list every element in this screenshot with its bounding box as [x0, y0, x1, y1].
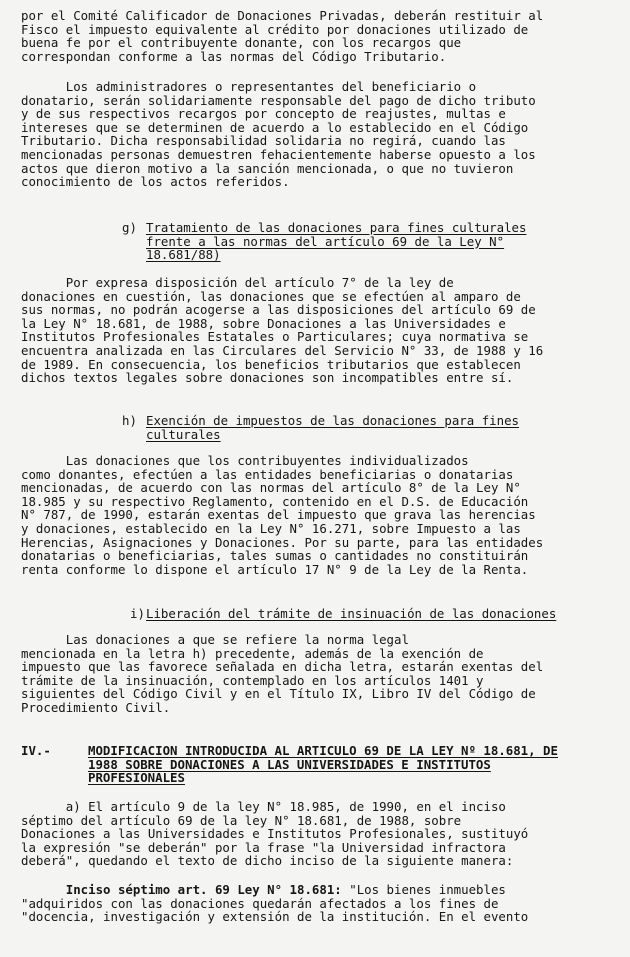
section-iv-title: MODIFICACION INTRODUCIDA AL ARTICULO 69 DE LA LEY Nº 18.681, DE 1988 SOBRE DONACIONES A LAS UNIVERSIDADES E INSTITUTOS PROFESIONALES: [88, 743, 558, 786]
paragraph-restitution: por el Comité Calificador de Donaciones Privadas, deberán restituir al Fisco el impuesto equivalente al crédito por donaciones utilizado de buena fe por el contribuyente donante, con los recargos que correspondan conforme a las normas del Código Tributario.: [21, 8, 544, 64]
paragraph-solidary-responsibility: Los administradores o representantes del beneficiario o donatario, serán solidariamente responsable del pago de dicho tributo y de sus respectivos recargos por concepto de reajustes, multas e intereses que se determinen de acuerdo a lo establecido en el Código Tributario. Dicha responsabilidad solidaria no regirá, cuando las mencionadas personas demuestren fehacientemente haberse opuesto a los actos que dieron motivo a la sanción mencionada, o que no tuvieron conocimiento de los actos referidos.: [21, 79, 536, 190]
section-iv-label: IV.-: [21, 743, 51, 758]
section-g-title: Tratamiento de las donaciones para fines culturales frente a las normas del artículo 69 de la Ley N° 18.681/88): [146, 220, 527, 263]
section-i-label: i): [130, 606, 145, 621]
paragraph-tax-exemption: Las donaciones que los contribuyentes individualizados como donantes, efectúen a las entidades beneficiarias o donatarias mencionadas, de acuerdo con las normas del artículo 8° de la Ley N° 18.985 y su respectivo Reglamento, contenido en el D.S. de Educación N° 787, de 1990, estarán exentas del impuesto que grava las herencias y donaciones, establecido en la Ley N° 16.271, sobre Impuesto a las Herencias, Asignaciones y Donaciones. Por su parte, para las entidades donatarias o beneficiarias, tales sumas o cantidades no constituirán renta conforme lo dispone el artículo 17 N° 9 de la Ley de la Renta.: [21, 453, 544, 577]
section-i-title: Liberación del trámite de insinuación de las donaciones: [146, 606, 557, 621]
paragraph-inciso-septimo: [21, 883, 528, 924]
section-h-label: h): [122, 413, 137, 428]
paragraph-article-7: Por expresa disposición del artículo 7° de la ley de donaciones en cuestión, las donaciones que se efectúen al amparo de sus normas, no podrán acogerse a las disposiciones del artículo 69 de la Ley N° 18.681, de 1988, sobre Donaciones a las Universidades e Institutos Profesionales Estatales o Particulares; cuya normativa se encuentra analizada en las Circulares del Servicio N° 33, de 1988 y 16 de 1989. En consecuencia, los beneficios tributarios que establecen dichos textos legales sobre donaciones son incompatibles entre sí.: [21, 275, 544, 386]
section-g-label: g): [122, 220, 137, 235]
section-h-title: Exención de impuestos de las donaciones para fines culturales: [146, 413, 519, 442]
paragraph-insinuation: Las donaciones a que se refiere la norma legal mencionada en la letra h) precedente, además de la exención de impuesto que las favorece señalada en dicha letra, estarán exentas del trámite de la insinuación, contemplado en los artículos 1401 y siguientes del Código Civil y en el Título IX, Libro IV del Código de Procedimiento Civil.: [21, 632, 544, 715]
inciso-septimo-text: "Los bienes inmuebles "adquiridos con las donaciones quedarán afectados a los fines de "docencia, investigación y extensión de la institución. En el evento: [21, 882, 529, 925]
inciso-septimo-heading: Inciso séptimo art. 69 Ley N° 18.681:: [21, 882, 342, 897]
paragraph-article-9: a) El artículo 9 de la ley N° 18.985, de 1990, en el inciso séptimo del artículo 69 de la ley N° 18.681, de 1988, sobre Donaciones a las Universidades e Institutos Profesionales, sustituyó la expresión "se deberán" por la frase "la Universidad infractora deberá", quedando el texto de dicho inciso de la siguiente manera:: [21, 799, 529, 869]
